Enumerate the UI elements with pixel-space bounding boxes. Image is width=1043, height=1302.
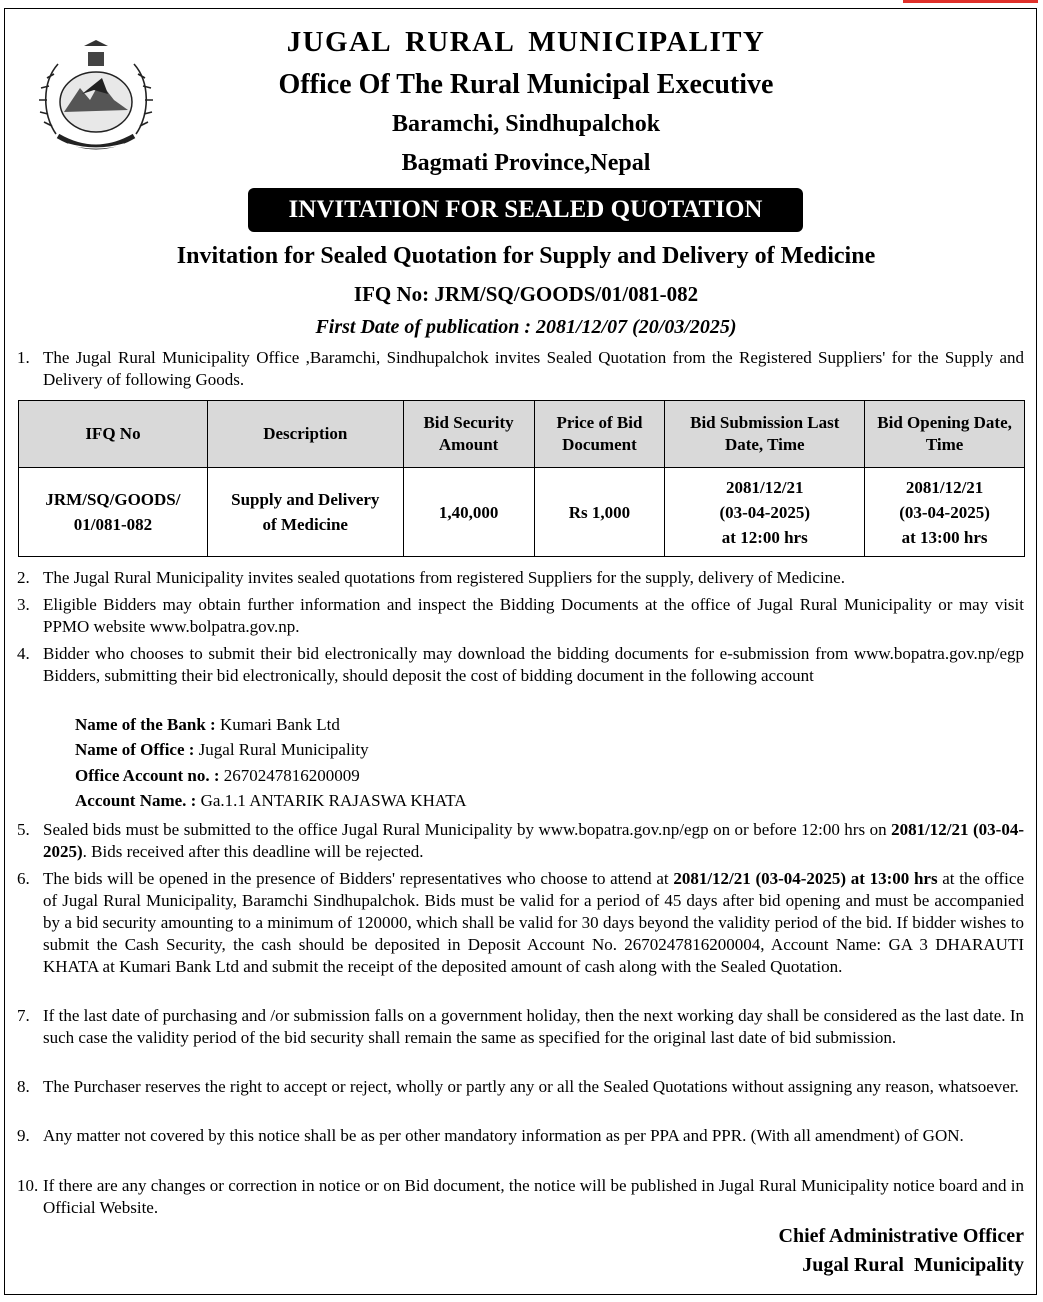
clause-number: 8. <box>17 1077 30 1096</box>
clause-number: 10. <box>17 1176 39 1195</box>
clause-9 <box>17 1125 1024 1147</box>
clause-date: 2081/12/21 (03-04-2025) <box>43 820 1024 861</box>
municipality-name: JUGAL RURAL MUNICIPALITY <box>286 26 766 58</box>
clause-text-part: The bids will be opened in the presence of Bidders' representatives who choose to attend at <box>43 869 674 888</box>
cell-description <box>207 468 403 557</box>
cell-line: (03-04-2025) <box>719 502 811 522</box>
account-name-value: Ga.1.1 ANTARIK RAJASWA KHATA <box>196 791 467 810</box>
table-row <box>19 468 1025 557</box>
office-value: Jugal Rural Municipality <box>194 740 369 759</box>
office-location: Baramchi, Sindhupalchok <box>391 111 661 137</box>
account-name-line <box>75 791 467 811</box>
clause-text-part: Sealed bids must be submitted to the office Jugal Rural Municipality by www.bopatra.gov.np/egp on or before 12:00 hrs on <box>43 820 892 839</box>
cell-line: at 13:00 hrs <box>901 527 988 547</box>
cell-line: Supply and Delivery <box>231 490 380 509</box>
clause-text: Bidder who chooses to submit their bid electronically may download the bidding documents for e-submission from www.bopatra.gov.np/egp Bidders, submitting their bid electronically, should deposit the cost of bidding document in the following account <box>43 644 1024 685</box>
clause-text: The Jugal Rural Municipality invites sealed quotations from registered Suppliers for the supply, delivery of Medicine. <box>43 568 845 587</box>
cell-price: Rs 1,000 <box>534 468 665 557</box>
signatory-title: Chief Administrative Officer <box>778 1225 1024 1247</box>
clause-text: If there are any changes or correction in notice or on Bid document, the notice will be published in Jugal Rural Municipality notice board and in Official Website. <box>43 1176 1024 1217</box>
clause-number: 7. <box>17 1006 30 1025</box>
account-label: Office Account no. : <box>75 766 220 785</box>
clause-1 <box>17 347 1024 391</box>
office-name: Office Of The Rural Municipal Executive <box>278 69 774 100</box>
col-header-ifq: IFQ No <box>19 401 208 468</box>
notice-subtitle: Invitation for Sealed Quotation for Supply and Delivery of Medicine <box>176 243 876 269</box>
bank-value: Kumari Bank Ltd <box>215 715 340 734</box>
clause-text: The Purchaser reserves the right to accept or reject, wholly or partly any or all the Sealed Quotations without assigning any reason, whatsoever. <box>43 1077 1019 1096</box>
clause-text-part: at the office of Jugal Rural Municipality, Baramchi Sindhupalchok. Bids must be valid for a period of 45 days after bid opening and must be accompanied by a bid security amounting to a minimum of 120000, which shall be valid for 30 days beyond the validity period of the bid. If bidder wishes to submit the Cash Security, the cash should be deposited in Deposit Account No. 2670247816200004, Account Name: GA 3 DHARAUTI KHATA at Kumari Bank Ltd and submit the receipt of the deposited amount of cash along with the Sealed Quotation. <box>43 869 1024 976</box>
clause-8 <box>17 1076 1024 1098</box>
clause-number: 9. <box>17 1126 30 1145</box>
cell-line: (03-04-2025) <box>899 502 990 522</box>
cell-line: 01/081-082 <box>73 515 153 534</box>
publication-date: First Date of publication : 2081/12/07 (20/03/2025) <box>315 316 737 338</box>
clause-7 <box>17 1005 1024 1049</box>
col-header-opening: Bid Opening Date, Time <box>865 401 1025 468</box>
col-header-submission: Bid Submission Last Date, Time <box>665 401 865 468</box>
bank-name-line <box>75 715 340 735</box>
office-name-line <box>75 740 369 760</box>
clause-3 <box>17 594 1024 638</box>
clause-text <box>43 868 1024 978</box>
cell-submission <box>665 468 865 557</box>
table-header-row <box>19 401 1025 468</box>
cell-security: 1,40,000 <box>403 468 534 557</box>
clause-number: 4. <box>17 644 30 663</box>
clause-text: The Jugal Rural Municipality Office ,Baramchi, Sindhupalchok invites Sealed Quotation from the Registered Suppliers' for the Supply and Delivery of following Goods. <box>43 348 1024 389</box>
ifq-number: IFQ No: JRM/SQ/GOODS/01/081-082 <box>353 282 699 306</box>
signatory-org: Jugal Rural Municipality <box>802 1254 1024 1276</box>
clause-number: 2. <box>17 568 30 587</box>
account-value: 2670247816200009 <box>219 766 360 785</box>
clause-text: If the last date of purchasing and /or submission falls on a government holiday, then the next working day shall be considered as the last date. In such case the validity period of the bid security shall remain the same as specified for the original last date of bid submission. <box>43 1006 1024 1047</box>
clause-10 <box>17 1175 1024 1219</box>
clause-text <box>43 819 1024 863</box>
cell-line: at 12:00 hrs <box>721 527 808 547</box>
top-accent-line <box>903 0 1038 3</box>
clause-number: 3. <box>17 595 30 614</box>
cell-line: of Medicine <box>262 515 348 534</box>
clause-date: 2081/12/21 (03-04-2025) at 13:00 hrs <box>673 869 938 888</box>
ifq-table <box>18 400 1025 557</box>
cell-line: 2081/12/21 <box>726 477 804 497</box>
cell-ifq <box>19 468 208 557</box>
clause-2 <box>17 567 1024 589</box>
clause-text-part: . Bids received after this deadline will be rejected. <box>82 842 424 861</box>
col-header-security: Bid Security Amount <box>403 401 534 468</box>
notice-banner: INVITATION FOR SEALED QUOTATION <box>248 188 803 232</box>
clause-number: 5. <box>17 820 30 839</box>
clause-text: Any matter not covered by this notice shall be as per other mandatory information as per PPA and PPR. (With all amendment) of GON. <box>43 1126 964 1145</box>
clause-text: Eligible Bidders may obtain further information and inspect the Bidding Documents at the office of Jugal Rural Municipality or may visit PPMO website www.bolpatra.gov.np. <box>43 595 1024 636</box>
office-label: Name of Office : <box>75 740 195 759</box>
clause-6 <box>17 868 1024 978</box>
account-name-label: Account Name. : <box>75 791 197 810</box>
col-header-price: Price of Bid Document <box>534 401 665 468</box>
province: Bagmati Province,Nepal <box>401 150 651 176</box>
clause-5 <box>17 819 1024 863</box>
clause-4 <box>17 643 1024 687</box>
col-header-description: Description <box>207 401 403 468</box>
cell-line: JRM/SQ/GOODS/ <box>45 490 181 509</box>
cell-opening <box>865 468 1025 557</box>
account-number-line <box>75 766 360 786</box>
clause-number: 6. <box>17 869 30 888</box>
clause-number: 1. <box>17 348 30 367</box>
bank-label: Name of the Bank : <box>75 715 216 734</box>
cell-line: 2081/12/21 <box>905 477 984 497</box>
